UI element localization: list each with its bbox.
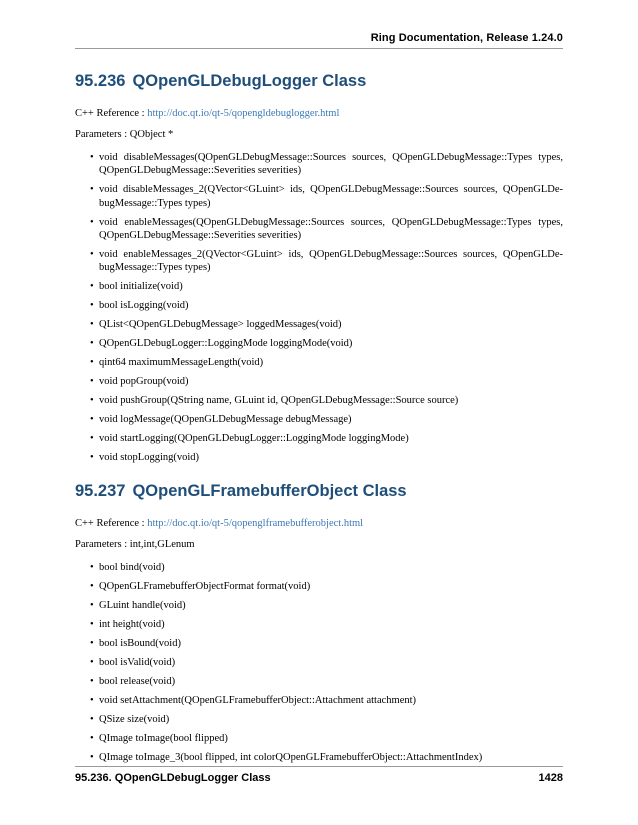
method-item: • void disableMessages(QOpenGLDebugMessage::Sources sources, QOpenGLDebugMessage::Types types, QOpenGLDebugMessage::Severities severities) [91, 151, 563, 178]
method-list [75, 151, 563, 464]
footer-divider [75, 766, 563, 767]
method-item: • bool bind(void) [91, 561, 563, 574]
section-number: 95.237 [75, 482, 126, 501]
section-title: QOpenGLFramebufferObject Class [132, 482, 407, 501]
footer-section-label: 95.236. QOpenGLDebugLogger Class [75, 772, 271, 784]
method-item: • bool initialize(void) [91, 280, 563, 293]
method-item: • void logMessage(QOpenGLDebugMessage debugMessage) [91, 413, 563, 426]
cpp-reference-link[interactable]: http://doc.qt.io/qt-5/qopenglframebufferobject.html [147, 518, 364, 530]
parameters-line: Parameters : QObject * [75, 129, 174, 140]
method-item: • bool isBound(void) [91, 637, 563, 650]
method-list [75, 561, 563, 764]
method-item: • bool isLogging(void) [91, 299, 563, 312]
method-item: • QList<QOpenGLDebugMessage> loggedMessages(void) [91, 318, 563, 331]
cpp-reference-line [75, 107, 563, 121]
method-item: • void disableMessages_2(QVector<GLuint> ids, QOpenGLDebugMessage::Sources sources, QOpenGLDe-bugMessage::Types types) [91, 183, 563, 210]
method-item: • void enableMessages_2(QVector<GLuint> ids, QOpenGLDebugMessage::Sources sources, QOpenGLDe-bugMessage::Types types) [91, 248, 563, 275]
method-item: • void setAttachment(QOpenGLFramebufferObject::Attachment attachment) [91, 694, 563, 707]
cpp-reference-label: C++ Reference : [75, 108, 148, 119]
method-item: • qint64 maximumMessageLength(void) [91, 356, 563, 369]
page-content [75, 72, 563, 770]
section-number: 95.236 [75, 72, 126, 90]
method-item: • void enableMessages(QOpenGLDebugMessage::Sources sources, QOpenGLDebugMessage::Types types, QOpenGLDebugMessage::Severities severities) [91, 216, 563, 243]
method-item: • void popGroup(void) [91, 375, 563, 388]
section-heading [75, 72, 563, 91]
method-item: • void startLogging(QOpenGLDebugLogger::LoggingMode loggingMode) [91, 432, 563, 445]
cpp-reference-label: C++ Reference : [75, 518, 148, 530]
running-header: Ring Documentation, Release 1.24.0 [370, 32, 563, 44]
cpp-reference-line [75, 517, 563, 531]
method-item: • QImage toImage_3(bool flipped, int colorQOpenGLFramebufferObject::AttachmentIndex) [91, 751, 563, 764]
running-footer [75, 772, 563, 784]
section-qopenglframebufferobject [75, 482, 563, 764]
section-title: QOpenGLDebugLogger Class [132, 72, 367, 90]
method-item: • QSize size(void) [91, 713, 563, 726]
method-item: • bool isValid(void) [91, 656, 563, 669]
method-item: • GLuint handle(void) [91, 599, 563, 612]
method-item: • QOpenGLDebugLogger::LoggingMode loggingMode(void) [91, 337, 563, 350]
cpp-reference-link[interactable]: http://doc.qt.io/qt-5/qopengldebuglogger.html [147, 108, 340, 119]
parameters-line: Parameters : int,int,GLenum [75, 539, 195, 551]
method-item: • bool release(void) [91, 675, 563, 688]
page-number: 1428 [538, 772, 563, 784]
section-qopengldebuglogger [75, 72, 563, 464]
method-item: • void stopLogging(void) [91, 451, 563, 464]
method-item: • void pushGroup(QString name, GLuint id, QOpenGLDebugMessage::Source source) [91, 394, 563, 407]
method-item: • int height(void) [91, 618, 563, 631]
method-item: • QOpenGLFramebufferObjectFormat format(void) [91, 580, 563, 593]
method-item: • QImage toImage(bool flipped) [91, 732, 563, 745]
header-divider [75, 48, 563, 49]
section-heading [75, 482, 563, 501]
